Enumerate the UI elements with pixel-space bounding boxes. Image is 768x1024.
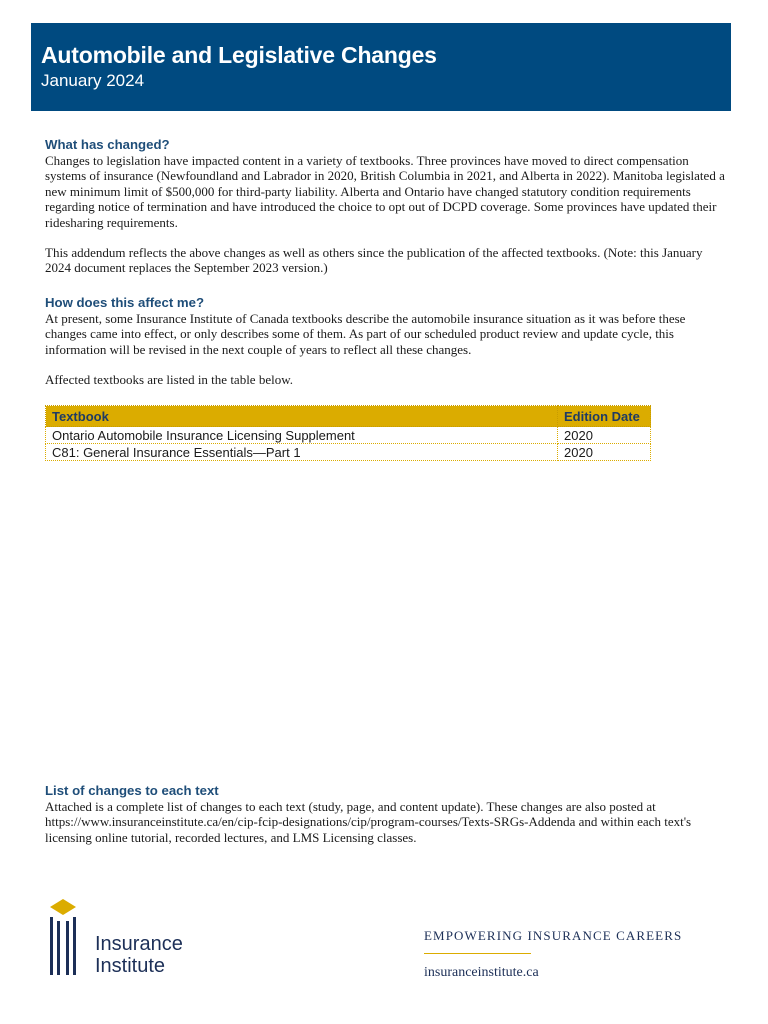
tagline: EMPOWERING INSURANCE CAREERS bbox=[424, 928, 683, 943]
section-heading: What has changed? bbox=[45, 137, 170, 152]
section-what-changed bbox=[45, 137, 725, 276]
section-list-of-changes bbox=[45, 783, 725, 845]
table-row bbox=[46, 444, 651, 461]
table-header-row bbox=[46, 406, 651, 427]
paragraph: Changes to legislation have impacted content in a variety of textbooks. Three provinces have moved to direct compensation systems of insurance (Newfoundland and Labrador in 2020, British Columbia in 2021, and Alberta in 2022). Manitoba legislated a new minimum limit of $500,000 for third-party liability. Alberta and Ontario have changed statutory condition requirements regarding notice of termination and have introduced the choice to opt out of DCPD coverage. Some provinces have updated their ridesharing requirements. bbox=[45, 153, 725, 230]
building-columns-icon bbox=[47, 897, 87, 981]
section-heading: How does this affect me? bbox=[45, 295, 205, 310]
textbook-cell: C81: General Insurance Essentials—Part 1 bbox=[46, 444, 558, 461]
section-heading: List of changes to each text bbox=[45, 783, 219, 798]
document-date: January 2024 bbox=[41, 71, 145, 90]
textbook-cell: Ontario Automobile Insurance Licensing Supplement bbox=[46, 427, 558, 444]
paragraph: At present, some Insurance Institute of Canada textbooks describe the automobile insurance situation as it was before these changes came into effect, or only describes some of them. As part of our scheduled product review and update cycle, this information will be revised in the next couple of years to reflect all these changes. bbox=[45, 311, 686, 357]
document-title: Automobile and Legislative Changes bbox=[41, 42, 437, 68]
paragraph: Affected textbooks are listed in the table below. bbox=[45, 372, 294, 388]
insurance-institute-logo bbox=[47, 897, 207, 981]
tagline-divider bbox=[424, 953, 531, 954]
table-row bbox=[46, 427, 651, 444]
website-link[interactable]: insuranceinstitute.ca bbox=[424, 965, 539, 980]
column-header-edition-date: Edition Date bbox=[558, 406, 651, 427]
logo-text-line2: Institute bbox=[95, 955, 166, 977]
paragraph: Attached is a complete list of changes to each text (study, page, and content update). These changes are also posted at https://www.insuranceinstitute.ca/en/cip-fcip-designations/cip/program-courses/Texts-SRGs-Addenda and within each text's licensing online tutorial, recorded lectures, and LMS Licensing classes. bbox=[45, 799, 692, 845]
edition-date-cell: 2020 bbox=[558, 444, 651, 461]
logo-text-line1: Insurance bbox=[95, 933, 183, 955]
paragraph: This addendum reflects the above changes as well as others since the publication of the affected textbooks. (Note: this January 2024 document replaces the September 2023 version.) bbox=[45, 245, 703, 276]
section-how-affect bbox=[45, 295, 725, 388]
edition-date-cell: 2020 bbox=[558, 427, 651, 444]
affected-textbooks-table bbox=[45, 405, 651, 461]
header-banner bbox=[31, 23, 731, 111]
column-header-textbook: Textbook bbox=[46, 406, 558, 427]
